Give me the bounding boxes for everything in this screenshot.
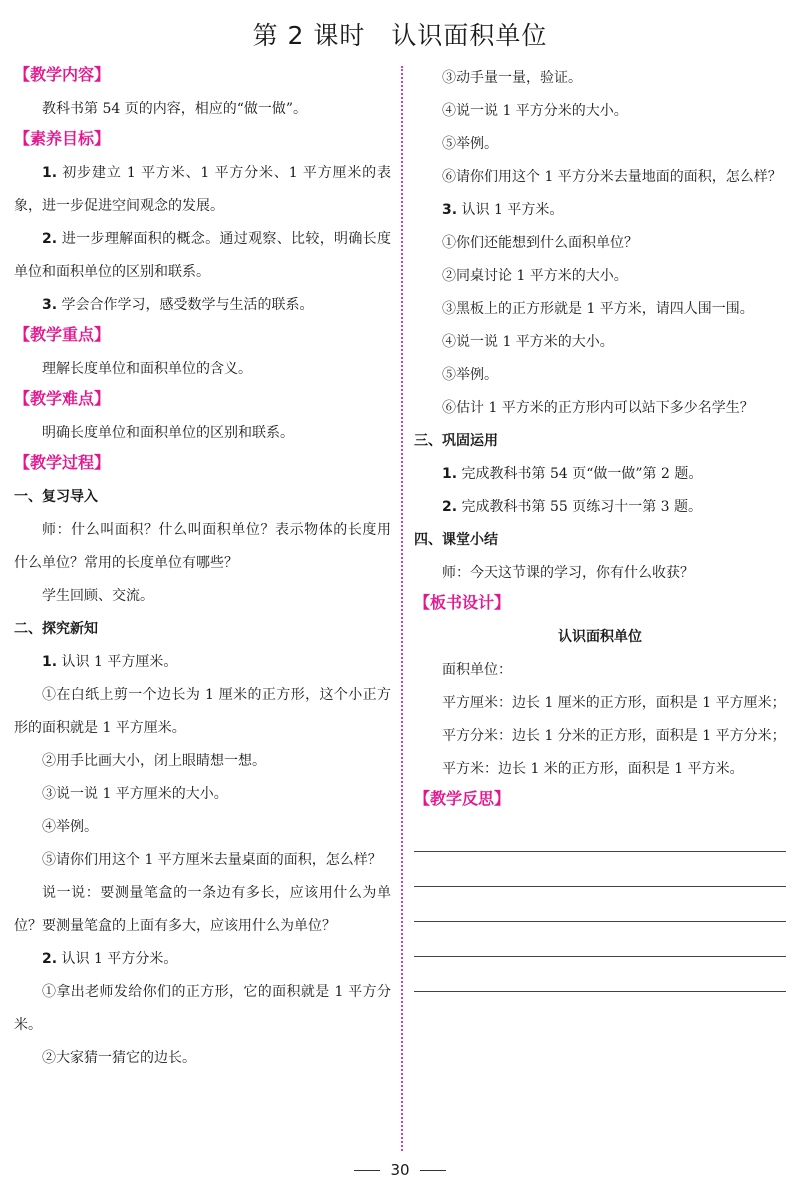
paragraph-text: 师：什么叫面积？什么叫面积单位？表示物体的长度用什么单位？常用的长度单位有哪些？ bbox=[14, 522, 391, 571]
paragraph-text: 完成教科书第 55 页练习十一第 3 题。 bbox=[461, 499, 703, 515]
paragraph bbox=[414, 62, 786, 95]
page-number-dash-right bbox=[420, 1170, 446, 1171]
paragraph bbox=[414, 392, 786, 425]
section-heading: 【教学重点】 bbox=[14, 325, 111, 344]
paragraph bbox=[14, 679, 391, 745]
subsection-heading: 一、复习导入 bbox=[14, 489, 98, 505]
paragraph bbox=[414, 491, 786, 524]
paragraph bbox=[14, 353, 391, 386]
paragraph-text: 面积单位： bbox=[442, 662, 512, 678]
paragraph bbox=[14, 93, 391, 126]
board-title: 认识面积单位 bbox=[558, 629, 642, 645]
reflection-lines bbox=[414, 817, 786, 992]
item-number: 2. bbox=[42, 951, 58, 967]
paragraph bbox=[14, 976, 391, 1042]
paragraph bbox=[14, 1042, 391, 1075]
paragraph-text: 学会合作学习，感受数学与生活的联系。 bbox=[61, 297, 314, 313]
paragraph-text: 认识 1 平方厘米。 bbox=[61, 654, 178, 670]
left-column bbox=[14, 62, 391, 1075]
paragraph-text: 明确长度单位和面积单位的区别和联系。 bbox=[42, 425, 294, 441]
paragraph-text: ③动手量一量，验证。 bbox=[442, 70, 582, 86]
paragraph-text: ③说一说 1 平方厘米的大小。 bbox=[42, 786, 228, 802]
page-number bbox=[0, 1161, 800, 1179]
paragraph bbox=[414, 557, 786, 590]
page-number-dash-left bbox=[354, 1170, 380, 1171]
paragraph-text: ④说一说 1 平方米的大小。 bbox=[442, 334, 614, 350]
paragraph bbox=[14, 580, 391, 613]
writing-line bbox=[414, 887, 786, 922]
section-heading: 【教学内容】 bbox=[14, 65, 111, 84]
paragraph bbox=[14, 223, 391, 289]
paragraph-text: 说一说：要测量笔盒的一条边有多长，应该用什么为单位？要测量笔盒的上面有多大，应该用什么为单位？ bbox=[14, 885, 391, 934]
item-number: 1. bbox=[42, 165, 58, 181]
paragraph-text: 师：今天这节课的学习，你有什么收获？ bbox=[442, 565, 694, 581]
paragraph bbox=[414, 326, 786, 359]
writing-line bbox=[414, 957, 786, 992]
paragraph-text: ④举例。 bbox=[42, 819, 98, 835]
item-number: 2. bbox=[442, 499, 458, 515]
paragraph-text: ④说一说 1 平方分米的大小。 bbox=[442, 103, 628, 119]
paragraph bbox=[14, 844, 391, 877]
paragraph-text: 理解长度单位和面积单位的含义。 bbox=[42, 361, 252, 377]
paragraph bbox=[14, 877, 391, 943]
writing-line bbox=[414, 852, 786, 887]
paragraph bbox=[14, 514, 391, 580]
paragraph bbox=[14, 745, 391, 778]
item-number: 3. bbox=[442, 202, 458, 218]
item-number: 1. bbox=[442, 466, 458, 482]
paragraph-text: ⑥估计 1 平方米的正方形内可以站下多少名学生？ bbox=[442, 400, 754, 416]
paragraph-text: ⑥请你们用这个 1 平方分米去量地面的面积，怎么样？ bbox=[442, 169, 782, 185]
paragraph bbox=[414, 293, 786, 326]
paragraph-text: ②用手比画大小，闭上眼睛想一想。 bbox=[42, 753, 266, 769]
paragraph bbox=[414, 654, 786, 687]
paragraph-text: 平方厘米：边长 1 厘米的正方形，面积是 1 平方厘米； bbox=[442, 695, 786, 711]
page-title bbox=[0, 16, 800, 52]
paragraph bbox=[414, 95, 786, 128]
paragraph-text: 认识 1 平方分米。 bbox=[61, 951, 178, 967]
paragraph-text: ⑤举例。 bbox=[442, 367, 498, 383]
paragraph-text: ①你们还能想到什么面积单位？ bbox=[442, 235, 638, 251]
section-heading: 【教学反思】 bbox=[414, 789, 511, 808]
paragraph-text: 平方米：边长 1 米的正方形，面积是 1 平方米。 bbox=[442, 761, 744, 777]
subsection-heading: 三、巩固运用 bbox=[414, 433, 498, 449]
page-number-text: 30 bbox=[390, 1161, 410, 1179]
paragraph bbox=[14, 811, 391, 844]
writing-line bbox=[414, 817, 786, 852]
paragraph bbox=[414, 753, 786, 786]
item-number: 1. bbox=[42, 654, 58, 670]
paragraph-text: 进一步理解面积的概念。通过观察、比较，明确长度单位和面积单位的区别和联系。 bbox=[14, 231, 392, 280]
section-heading: 【教学过程】 bbox=[14, 453, 111, 472]
writing-line bbox=[414, 922, 786, 957]
paragraph-text: ③黑板上的正方形就是 1 平方米，请四人围一围。 bbox=[442, 301, 754, 317]
section-heading: 【板书设计】 bbox=[414, 593, 511, 612]
paragraph bbox=[14, 157, 391, 223]
paragraph-text: ②大家猜一猜它的边长。 bbox=[42, 1050, 196, 1066]
right-column bbox=[414, 62, 786, 992]
paragraph bbox=[14, 646, 391, 679]
subsection-heading: 二、探究新知 bbox=[14, 621, 98, 637]
paragraph bbox=[414, 260, 786, 293]
paragraph bbox=[414, 359, 786, 392]
paragraph bbox=[414, 161, 786, 194]
paragraph bbox=[414, 720, 786, 753]
paragraph-text: 认识 1 平方米。 bbox=[461, 202, 564, 218]
paragraph-text: 教科书第 54 页的内容，相应的“做一做”。 bbox=[42, 101, 308, 117]
paragraph bbox=[14, 289, 391, 322]
column-divider bbox=[401, 66, 403, 1151]
paragraph-text: 平方分米：边长 1 分米的正方形，面积是 1 平方分米； bbox=[442, 728, 786, 744]
subsection-heading: 四、课堂小结 bbox=[414, 532, 498, 548]
paragraph-text: ②同桌讨论 1 平方米的大小。 bbox=[442, 268, 628, 284]
paragraph bbox=[14, 417, 391, 450]
paragraph bbox=[414, 227, 786, 260]
item-number: 3. bbox=[42, 297, 58, 313]
item-number: 2. bbox=[42, 231, 58, 247]
section-heading: 【教学难点】 bbox=[14, 389, 111, 408]
paragraph bbox=[414, 458, 786, 491]
paragraph-text: ⑤举例。 bbox=[442, 136, 498, 152]
paragraph bbox=[414, 687, 786, 720]
paragraph bbox=[14, 943, 391, 976]
lesson-number: 第 2 课时 bbox=[252, 21, 366, 50]
paragraph-text: ⑤请你们用这个 1 平方厘米去量桌面的面积，怎么样？ bbox=[42, 852, 382, 868]
paragraph-text: ①在白纸上剪一个边长为 1 厘米的正方形，这个小正方形的面积就是 1 平方厘米。 bbox=[14, 687, 391, 736]
paragraph bbox=[14, 778, 391, 811]
paragraph-text: 学生回顾、交流。 bbox=[42, 588, 154, 604]
lesson-topic: 认识面积单位 bbox=[391, 21, 548, 50]
paragraph bbox=[414, 194, 786, 227]
paragraph-text: 初步建立 1 平方米、1 平方分米、1 平方厘米的表象，进一步促进空间观念的发展。 bbox=[14, 165, 391, 214]
section-heading: 【素养目标】 bbox=[14, 129, 111, 148]
paragraph-text: 完成教科书第 54 页“做一做”第 2 题。 bbox=[461, 466, 703, 482]
paragraph-text: ①拿出老师发给你们的正方形，它的面积就是 1 平方分米。 bbox=[14, 984, 391, 1033]
paragraph bbox=[414, 128, 786, 161]
